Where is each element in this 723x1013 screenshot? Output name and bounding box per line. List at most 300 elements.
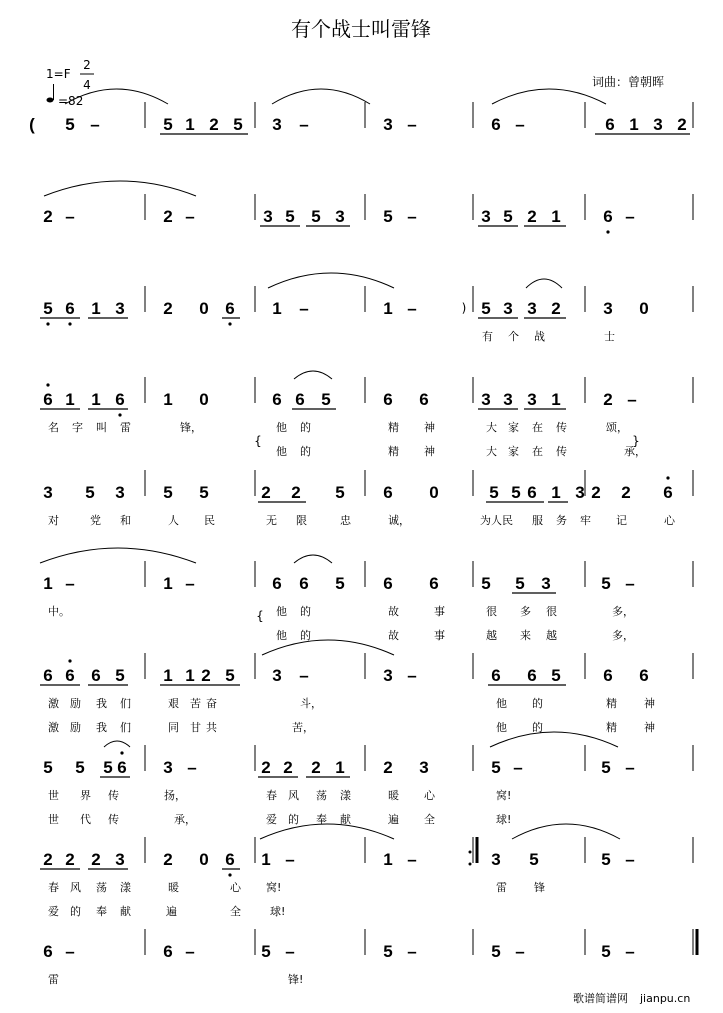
lyric: 和 [120, 514, 131, 527]
note: 3 [163, 758, 173, 777]
note: – [627, 390, 637, 409]
lyric: 心 [424, 789, 435, 802]
quarter-note-icon [47, 98, 54, 103]
note: 5 [481, 299, 491, 318]
note: 3 [527, 390, 537, 409]
note: 5 [43, 758, 53, 777]
note: 5 [85, 483, 95, 502]
lyric: 斗， [300, 697, 322, 710]
note: 3 [603, 299, 613, 318]
note: 1 [185, 115, 195, 134]
octave-dot [666, 476, 669, 479]
note: 5 [43, 299, 53, 318]
note: – [513, 758, 523, 777]
note: 3 [419, 758, 429, 777]
lyric: 他 [496, 721, 507, 734]
repeat-dot [469, 863, 472, 866]
note: – [90, 115, 100, 134]
lyric: 越 [546, 629, 557, 642]
lyric: 雷 [48, 973, 59, 986]
note: – [299, 115, 309, 134]
lyric: 他 [276, 605, 287, 618]
note: 2 [201, 666, 211, 685]
note: 6 [163, 942, 173, 961]
lyric: 精 [388, 445, 399, 458]
slur [260, 824, 394, 839]
lyric: 有 [482, 330, 493, 343]
watermark: 歌谱简谱网 [573, 992, 628, 1005]
paren-close: ) [461, 301, 467, 315]
note: 1 [383, 850, 393, 869]
note: 3 [481, 390, 491, 409]
lyric: 我 [96, 697, 107, 710]
lyric-brace-left: { [256, 609, 264, 623]
note: 5 [383, 207, 393, 226]
lyric: 很 [486, 605, 497, 618]
note: 5 [511, 483, 521, 502]
slur [490, 732, 618, 747]
lyric: 锋! [288, 973, 304, 986]
note: – [185, 207, 195, 226]
lyric: 苦， [292, 721, 314, 734]
note: 2 [163, 299, 173, 318]
lyric-brace-left: { [254, 434, 262, 448]
lyric: 爱 [266, 813, 277, 826]
lyric: 故 [388, 605, 399, 618]
lyric: 心 [664, 514, 675, 527]
lyric: 春 [266, 789, 277, 802]
lyric: 中。 [48, 605, 70, 618]
note: 2 [91, 850, 101, 869]
lyric: 雷 [120, 421, 131, 434]
lyric: 字 [72, 421, 83, 434]
slur [40, 548, 196, 563]
note: 5 [163, 483, 173, 502]
lyric: 激 [48, 697, 59, 710]
note: 0 [429, 483, 439, 502]
lyric: 来 [520, 629, 531, 642]
slur [512, 824, 620, 839]
lyric: 艰 [168, 697, 179, 710]
time-signature-bottom: 4 [83, 78, 91, 92]
note: 6 [225, 299, 235, 318]
note: 2 [65, 850, 75, 869]
note: 6 [383, 483, 393, 502]
note: 6 [117, 758, 127, 777]
lyric: 励 [70, 697, 81, 710]
lyric: 窝! [266, 881, 282, 894]
lyric: 世 [48, 789, 59, 802]
note: – [407, 850, 417, 869]
note: 5 [225, 666, 235, 685]
note: 2 [163, 207, 173, 226]
slur [294, 555, 332, 563]
lyric: 献 [340, 813, 351, 826]
lyric: 他 [276, 421, 287, 434]
lyric: 激 [48, 721, 59, 734]
start-paren: ( [29, 115, 35, 134]
octave-dot [46, 322, 49, 325]
lyric: 名 [48, 421, 59, 434]
lyric: 大 [486, 445, 497, 458]
lyric: 漾 [340, 789, 351, 802]
lyric: 的 [300, 605, 311, 618]
lyric: 暖 [388, 789, 399, 802]
note: – [65, 942, 75, 961]
key-signature: 1=F [46, 67, 71, 81]
note: 5 [491, 758, 501, 777]
note: 3 [491, 850, 501, 869]
slur [262, 640, 394, 655]
lyric: 在 [532, 421, 543, 434]
note: 5 [335, 574, 345, 593]
note: 3 [383, 666, 393, 685]
note: 5 [601, 850, 611, 869]
note: 2 [383, 758, 393, 777]
lyric: 风 [70, 881, 81, 894]
note: 2 [163, 850, 173, 869]
note: 1 [551, 207, 561, 226]
lyric: 承， [174, 813, 196, 826]
note: 1 [65, 390, 75, 409]
lyric: 务 [556, 514, 567, 527]
note: 6 [43, 942, 53, 961]
note: 2 [527, 207, 537, 226]
note: – [407, 666, 417, 685]
note: 2 [311, 758, 321, 777]
note: 5 [491, 942, 501, 961]
lyric: 共 [206, 721, 217, 734]
lyric: 荡 [316, 789, 327, 802]
note: – [285, 942, 295, 961]
note: 5 [551, 666, 561, 685]
note: 1 [261, 850, 271, 869]
slur [104, 741, 130, 747]
lyric: 传 [108, 813, 119, 826]
lyric: 奉 [316, 813, 327, 826]
note: – [625, 207, 635, 226]
lyric: 们 [120, 721, 131, 734]
note: – [625, 758, 635, 777]
lyric: 精 [388, 421, 399, 434]
lyric: 家 [508, 421, 519, 434]
note: 6 [663, 483, 673, 502]
note: 5 [481, 574, 491, 593]
note: 3 [115, 850, 125, 869]
lyric: 世 [48, 813, 59, 826]
note: 5 [601, 574, 611, 593]
note: 2 [591, 483, 601, 502]
lyric: 神 [424, 445, 435, 458]
page-title: 有个战士叫雷锋 [291, 17, 431, 41]
watermark-url: jianpu.cn [640, 992, 691, 1005]
lyric: 的 [532, 697, 543, 710]
note: 2 [43, 207, 53, 226]
lyric: 窝! [496, 789, 512, 802]
lyric: 球! [270, 905, 286, 918]
note: 3 [541, 574, 551, 593]
lyric: 承， [624, 445, 646, 458]
tempo-marking: =82 [58, 94, 84, 108]
note: – [299, 299, 309, 318]
note: 6 [383, 574, 393, 593]
note: – [407, 299, 417, 318]
note: 6 [65, 666, 75, 685]
lyric: 颂， [606, 421, 628, 434]
lyric: 对 [48, 514, 59, 527]
lyric: 甘 [190, 721, 201, 734]
lyric: 荡 [96, 881, 107, 894]
lyric: 神 [644, 721, 655, 734]
slur [272, 89, 370, 104]
lyric: 家 [508, 445, 519, 458]
note: 3 [481, 207, 491, 226]
lyric: 战 [534, 330, 545, 343]
lyric: 人 [168, 514, 179, 527]
note: 0 [199, 850, 209, 869]
lyric: 的 [300, 421, 311, 434]
lyric: 无 [266, 514, 277, 527]
note: 6 [491, 666, 501, 685]
note: 3 [503, 299, 513, 318]
note: 3 [43, 483, 53, 502]
note: 6 [603, 207, 613, 226]
note: 2 [291, 483, 301, 502]
note: 2 [603, 390, 613, 409]
note: 5 [321, 390, 331, 409]
note: 3 [115, 483, 125, 502]
lyric: 服 [532, 514, 543, 527]
note: 5 [489, 483, 499, 502]
note: 3 [383, 115, 393, 134]
note: 6 [429, 574, 439, 593]
note: – [185, 574, 195, 593]
time-signature-top: 2 [83, 58, 91, 72]
lyric: 春 [48, 881, 59, 894]
note: 1 [185, 666, 195, 685]
note: 1 [551, 483, 561, 502]
note: 6 [272, 390, 282, 409]
lyric: 士 [604, 330, 615, 343]
lyric: 遍 [166, 905, 177, 918]
lyric: 传 [108, 789, 119, 802]
note: 6 [527, 483, 537, 502]
note: 0 [639, 299, 649, 318]
note: 2 [209, 115, 219, 134]
note: – [625, 574, 635, 593]
slur [268, 273, 394, 288]
octave-dot [68, 322, 71, 325]
note: 3 [272, 115, 282, 134]
lyric: 我 [96, 721, 107, 734]
note: 6 [605, 115, 615, 134]
note: – [65, 207, 75, 226]
lyric: 代 [80, 813, 91, 826]
note: 1 [629, 115, 639, 134]
lyric: 事 [434, 629, 445, 642]
note: 3 [527, 299, 537, 318]
octave-dot [606, 230, 609, 233]
lyric: 雷 [496, 881, 507, 894]
note: 5 [163, 115, 173, 134]
note: 1 [163, 574, 173, 593]
lyric: 风 [288, 789, 299, 802]
lyric: 的 [300, 445, 311, 458]
lyric: 献 [120, 905, 131, 918]
lyric: 故 [388, 629, 399, 642]
note: 2 [43, 850, 53, 869]
note: 6 [272, 574, 282, 593]
note: 6 [43, 390, 53, 409]
note: – [65, 574, 75, 593]
note: 1 [383, 299, 393, 318]
slur [492, 89, 606, 104]
note: 1 [91, 390, 101, 409]
lyric: 牢 [580, 514, 591, 527]
lyric: 记 [616, 514, 627, 527]
note: 0 [199, 390, 209, 409]
octave-dot [228, 322, 231, 325]
note: 6 [65, 299, 75, 318]
lyric: 的 [70, 905, 81, 918]
note: 6 [639, 666, 649, 685]
lyric: 越 [486, 629, 497, 642]
lyric: 很 [546, 605, 557, 618]
lyric: 们 [120, 697, 131, 710]
lyric: 传 [556, 421, 567, 434]
note: 3 [263, 207, 273, 226]
note: – [515, 115, 525, 134]
lyric: 奋 [206, 697, 217, 710]
lyric: 忠 [340, 514, 351, 527]
octave-dot [228, 873, 231, 876]
lyric: 诚， [388, 514, 410, 527]
lyric: 精 [606, 721, 617, 734]
note: 6 [491, 115, 501, 134]
lyric: 神 [644, 697, 655, 710]
lyric: 叫 [96, 421, 107, 434]
note: 6 [295, 390, 305, 409]
lyric: 精 [606, 697, 617, 710]
note: 1 [272, 299, 282, 318]
note: 6 [527, 666, 537, 685]
note: 6 [383, 390, 393, 409]
note: 2 [621, 483, 631, 502]
octave-dot [118, 413, 121, 416]
note: 5 [285, 207, 295, 226]
note: 6 [225, 850, 235, 869]
note: 5 [311, 207, 321, 226]
note: – [407, 942, 417, 961]
lyric: 遍 [388, 813, 399, 826]
note: 1 [163, 390, 173, 409]
lyric: 神 [424, 421, 435, 434]
note: 5 [199, 483, 209, 502]
note: 5 [601, 758, 611, 777]
note: 2 [261, 758, 271, 777]
octave-dot [68, 659, 71, 662]
note: 5 [233, 115, 243, 134]
credits: 词曲：曾朝晖 [592, 75, 665, 89]
lyric: 同 [168, 721, 179, 734]
lyric: 党 [90, 514, 101, 527]
note: 3 [653, 115, 663, 134]
note: 5 [503, 207, 513, 226]
note: 6 [43, 666, 53, 685]
slur [44, 181, 196, 196]
lyric: 多， [612, 605, 634, 618]
note: 5 [515, 574, 525, 593]
lyric: 的 [532, 721, 543, 734]
note: 6 [603, 666, 613, 685]
lyric: 全 [230, 905, 241, 918]
lyric: 的 [288, 813, 299, 826]
note: 2 [283, 758, 293, 777]
note: 3 [503, 390, 513, 409]
note: 5 [529, 850, 539, 869]
lyric: 全 [424, 813, 435, 826]
lyric: 多， [612, 629, 634, 642]
note: 5 [103, 758, 113, 777]
lyric: 励 [70, 721, 81, 734]
note: 6 [115, 390, 125, 409]
lyric: 民 [204, 514, 215, 527]
lyric: 的 [300, 629, 311, 642]
note: 2 [551, 299, 561, 318]
lyric: 暖 [168, 881, 179, 894]
note: 0 [199, 299, 209, 318]
lyric: 扬， [164, 789, 186, 802]
note: 2 [677, 115, 687, 134]
lyric: 界 [80, 789, 91, 802]
lyric: 他 [496, 697, 507, 710]
note: 5 [335, 483, 345, 502]
note: 3 [272, 666, 282, 685]
octave-dot [120, 751, 123, 754]
note: – [185, 942, 195, 961]
lyric: 苦 [190, 697, 201, 710]
note: – [625, 850, 635, 869]
note: 1 [43, 574, 53, 593]
note: 3 [575, 483, 585, 502]
note: 5 [383, 942, 393, 961]
note: 1 [335, 758, 345, 777]
lyric: 奉 [96, 905, 107, 918]
note: – [407, 207, 417, 226]
slur [526, 279, 562, 288]
lyric: 他 [276, 445, 287, 458]
note: 6 [299, 574, 309, 593]
note: 1 [551, 390, 561, 409]
note: 5 [261, 942, 271, 961]
note: 5 [75, 758, 85, 777]
lyric: 漾 [120, 881, 131, 894]
lyric: 传 [556, 445, 567, 458]
repeat-dot [469, 851, 472, 854]
lyric: 事 [434, 605, 445, 618]
lyric: 他 [276, 629, 287, 642]
note: 5 [601, 942, 611, 961]
note: 6 [419, 390, 429, 409]
lyric: 在 [532, 445, 543, 458]
lyric: 大 [486, 421, 497, 434]
note: 3 [115, 299, 125, 318]
lyric: 心 [230, 881, 241, 894]
note: – [299, 666, 309, 685]
note: – [625, 942, 635, 961]
lyric: 爱 [48, 905, 59, 918]
note: – [285, 850, 295, 869]
